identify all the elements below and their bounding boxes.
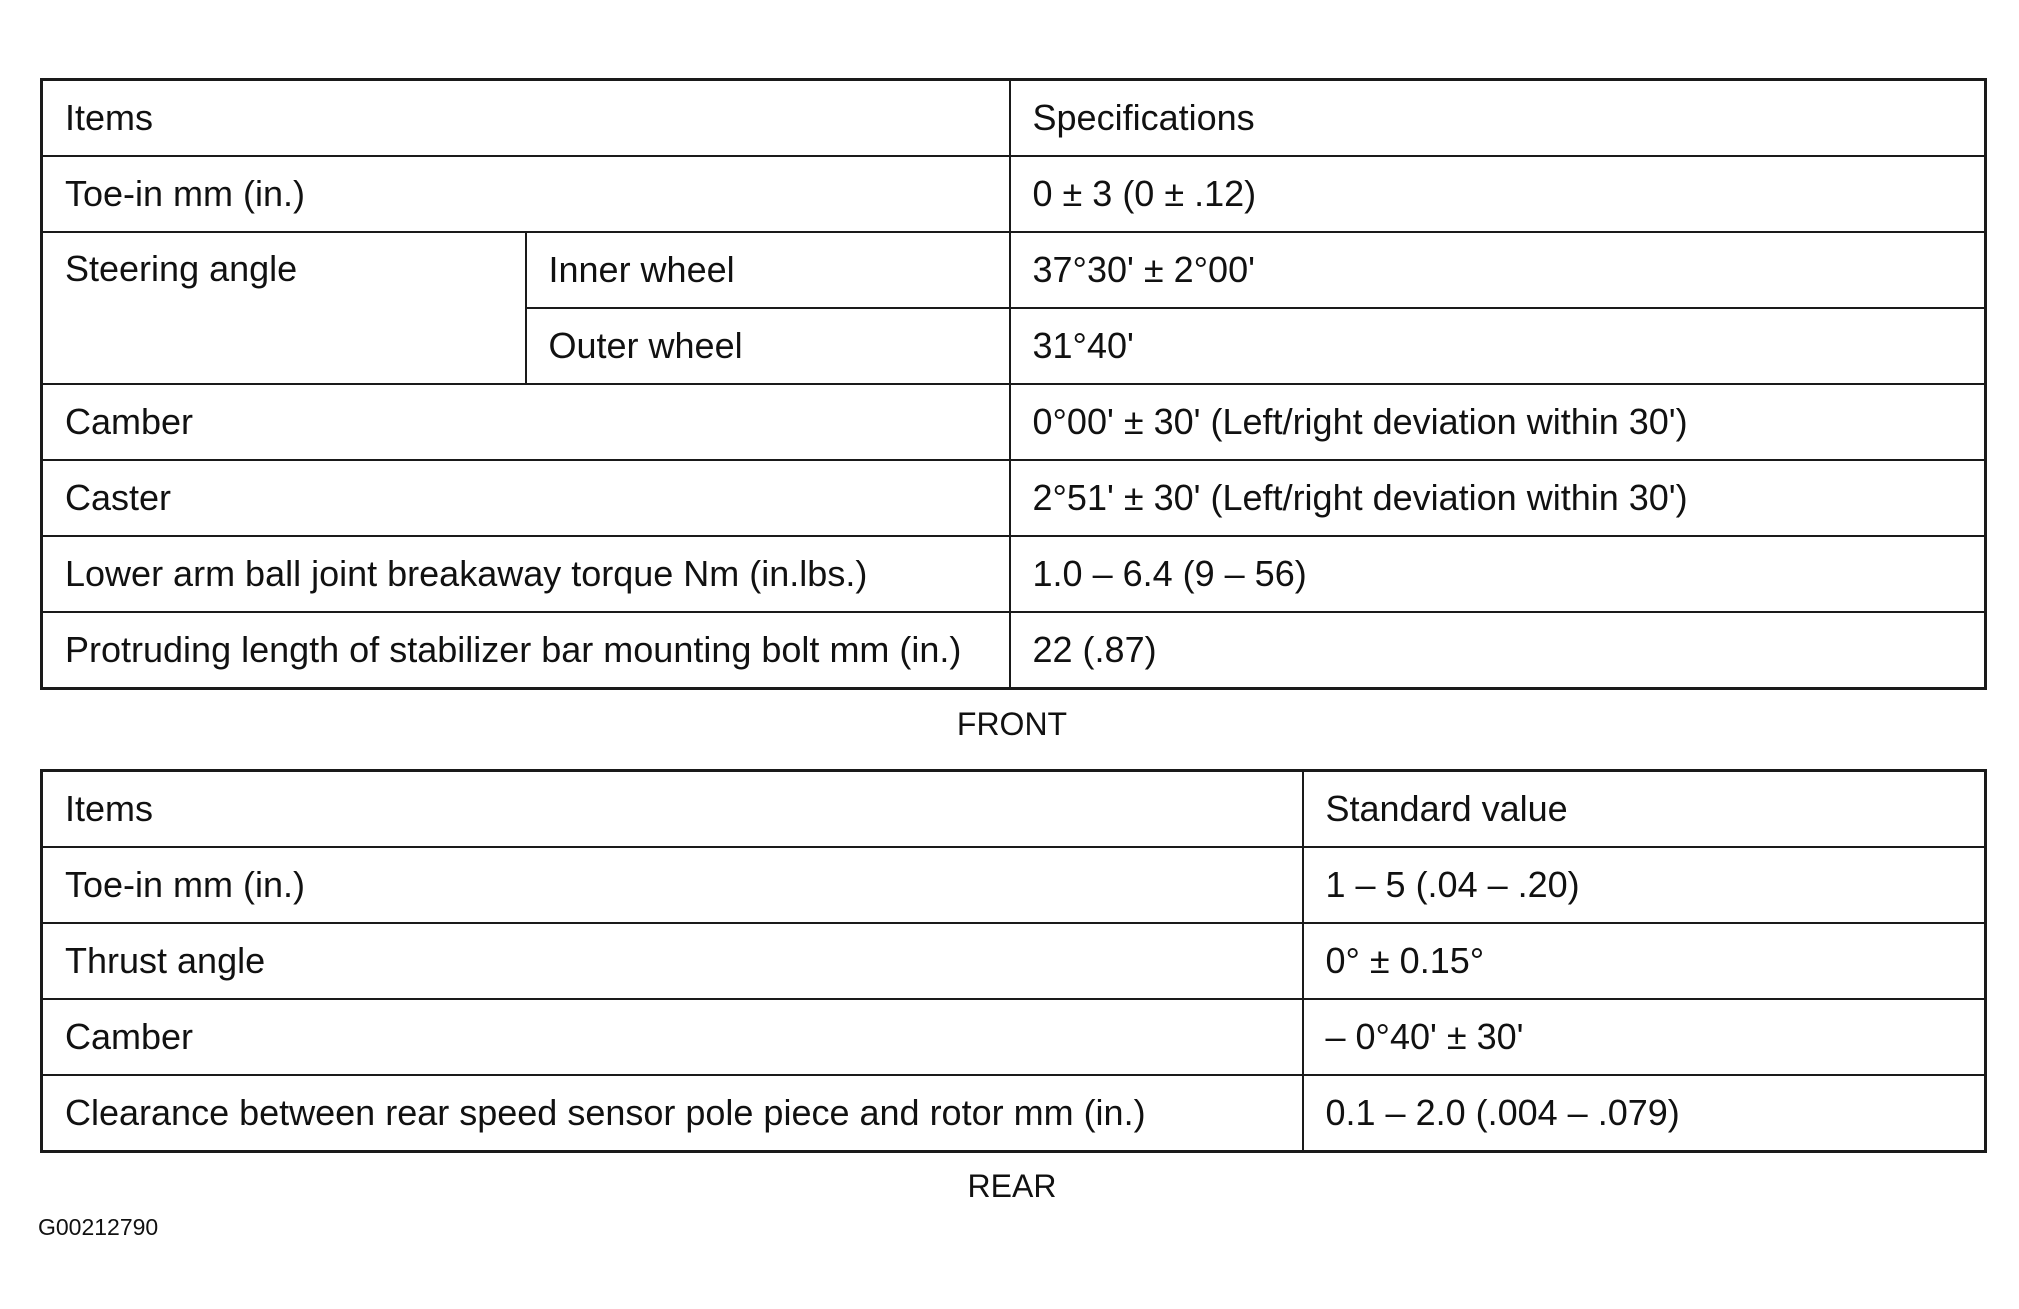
header-standard-value: Standard value <box>1303 771 1986 848</box>
value-toe-in: 1 – 5 (.04 – .20) <box>1303 847 1986 923</box>
table-row <box>42 847 1986 923</box>
table-row <box>42 1075 1986 1152</box>
value-stabilizer-bolt-length: 22 (.87) <box>1010 612 1986 689</box>
value-camber: – 0°40' ± 30' <box>1303 999 1986 1075</box>
item-steering-angle: Steering angle <box>42 232 526 384</box>
item-toe-in: Toe-in mm (in.) <box>42 847 1303 923</box>
item-sensor-clearance: Clearance between rear speed sensor pole piece and rotor mm (in.) <box>42 1075 1303 1152</box>
table-row <box>42 232 1986 308</box>
item-inner-wheel: Inner wheel <box>526 232 1010 308</box>
header-specifications: Specifications <box>1010 80 1986 157</box>
value-camber: 0°00' ± 30' (Left/right deviation within 30') <box>1010 384 1986 460</box>
table-row <box>42 612 1986 689</box>
item-thrust-angle: Thrust angle <box>42 923 1303 999</box>
item-stabilizer-bolt-length: Protruding length of stabilizer bar mounting bolt mm (in.) <box>42 612 1010 689</box>
value-outer-wheel: 31°40' <box>1010 308 1986 384</box>
rear-caption: REAR <box>967 1168 1057 1204</box>
item-caster: Caster <box>42 460 1010 536</box>
item-camber: Camber <box>42 384 1010 460</box>
table-row <box>42 536 1986 612</box>
value-sensor-clearance: 0.1 – 2.0 (.004 – .079) <box>1303 1075 1986 1152</box>
item-camber: Camber <box>42 999 1303 1075</box>
table-header-row <box>42 80 1986 157</box>
front-caption: FRONT <box>956 706 1068 742</box>
rear-spec-table <box>40 769 1987 1153</box>
table-row <box>42 999 1986 1075</box>
table-row <box>42 156 1986 232</box>
front-spec-table <box>40 78 1987 690</box>
value-thrust-angle: 0° ± 0.15° <box>1303 923 1986 999</box>
item-ball-joint-torque: Lower arm ball joint breakaway torque Nm (in.lbs.) <box>42 536 1010 612</box>
value-toe-in: 0 ± 3 (0 ± .12) <box>1010 156 1986 232</box>
header-items: Items <box>42 80 1010 157</box>
item-toe-in: Toe-in mm (in.) <box>42 156 1010 232</box>
table-row <box>42 384 1986 460</box>
figure-id: G00212790 <box>38 1214 159 1240</box>
table-header-row <box>42 771 1986 848</box>
header-items: Items <box>42 771 1303 848</box>
item-outer-wheel: Outer wheel <box>526 308 1010 384</box>
value-caster: 2°51' ± 30' (Left/right deviation within 30') <box>1010 460 1986 536</box>
value-inner-wheel: 37°30' ± 2°00' <box>1010 232 1986 308</box>
table-row <box>42 923 1986 999</box>
table-row <box>42 460 1986 536</box>
value-ball-joint-torque: 1.0 – 6.4 (9 – 56) <box>1010 536 1986 612</box>
